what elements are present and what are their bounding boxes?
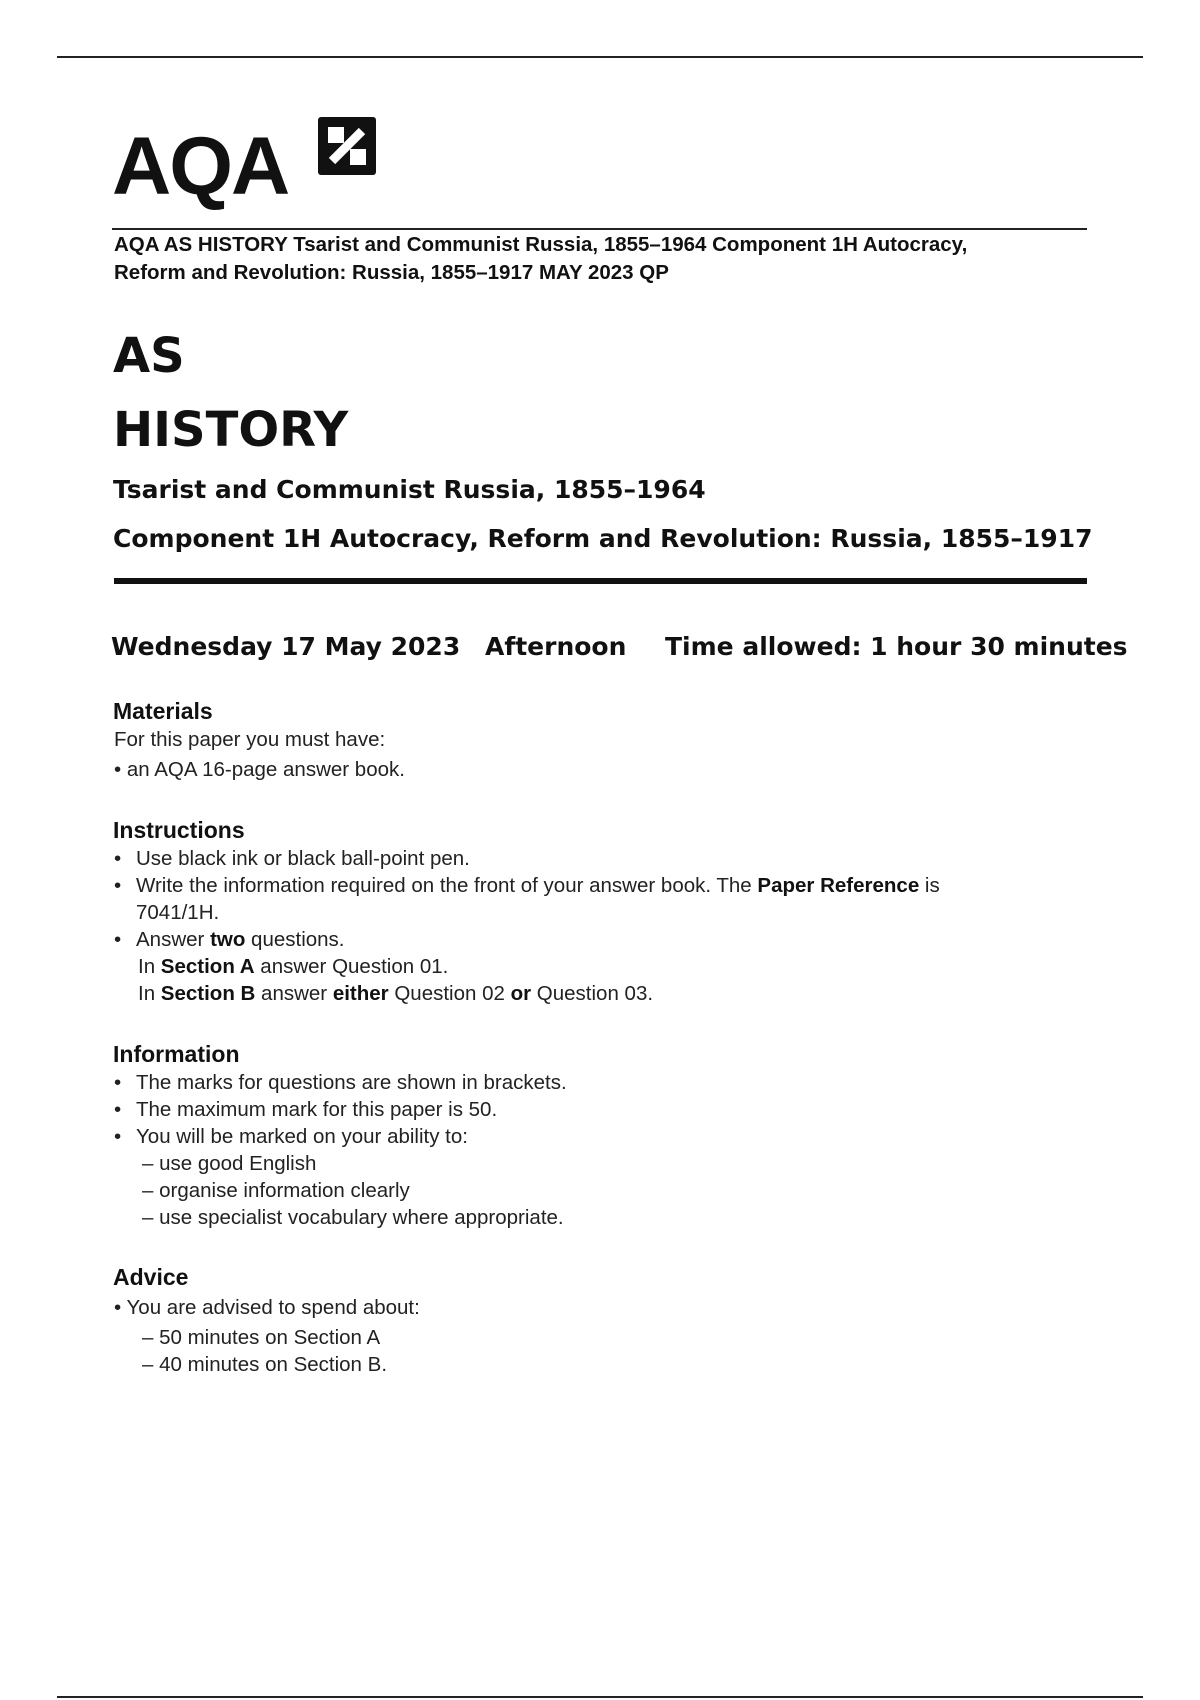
bullet: • [114,874,122,897]
exam-date: Wednesday 17 May 2023 [111,632,461,661]
advice-heading: Advice [113,1264,189,1290]
top-rule [57,56,1143,58]
component-title: Component 1H Autocracy, Reform and Revolution: Russia, 1855–1917 [113,524,1093,553]
bottom-rule [57,1696,1143,1698]
instruction-4: In Section A answer Question 01. [138,955,449,978]
information-sub-2: – organise information clearly [142,1179,410,1202]
information-2: The maximum mark for this paper is 50. [136,1098,498,1121]
bullet: • [114,928,122,951]
subject-title: HISTORY [113,402,349,458]
document-header [114,231,1094,287]
aqa-logo-mark-icon [318,117,376,175]
bullet: • [114,1071,122,1094]
instruction-5: In Section B answer either Question 02 or Question 03. [138,982,654,1005]
information-sub-1: – use good English [142,1152,317,1175]
paper-title: Tsarist and Communist Russia, 1855–1964 [113,475,706,504]
bullet: • [114,847,122,870]
header-line-2: Reform and Revolution: Russia, 1855–1917 MAY 2023 QP [114,261,669,284]
exam-session: Afternoon [485,632,627,661]
instruction-2-continued: 7041/1H. [136,901,220,924]
information-1: The marks for questions are shown in brackets. [136,1071,567,1094]
advice-sub-2: – 40 minutes on Section B. [142,1353,388,1376]
materials-intro: For this paper you must have: [114,728,386,751]
advice-sub-1: – 50 minutes on Section A [142,1326,381,1349]
instruction-3: Answer two questions. [136,928,345,951]
instruction-2: Write the information required on the front of your answer book. The Paper Reference is [136,874,940,897]
title-divider [114,578,1087,584]
instruction-1: Use black ink or black ball-point pen. [136,847,470,870]
materials-item: • an AQA 16-page answer book. [114,758,405,781]
qualification-level: AS [113,328,185,384]
aqa-logo-text: AQA [112,121,289,212]
information-heading: Information [113,1041,240,1067]
information-3: You will be marked on your ability to: [136,1125,468,1148]
information-sub-3: – use specialist vocabulary where appropriate. [142,1206,564,1229]
instructions-heading: Instructions [113,817,245,843]
advice-1: • You are advised to spend about: [114,1296,420,1319]
materials-heading: Materials [113,698,213,724]
header-rule [112,228,1087,230]
time-allowed: Time allowed: 1 hour 30 minutes [665,632,1128,661]
header-line-1: AQA AS HISTORY Tsarist and Communist Russia, 1855–1964 Component 1H Autocracy, [114,233,968,256]
bullet: • [114,1098,122,1121]
bullet: • [114,1125,122,1148]
aqa-logo [112,112,376,212]
